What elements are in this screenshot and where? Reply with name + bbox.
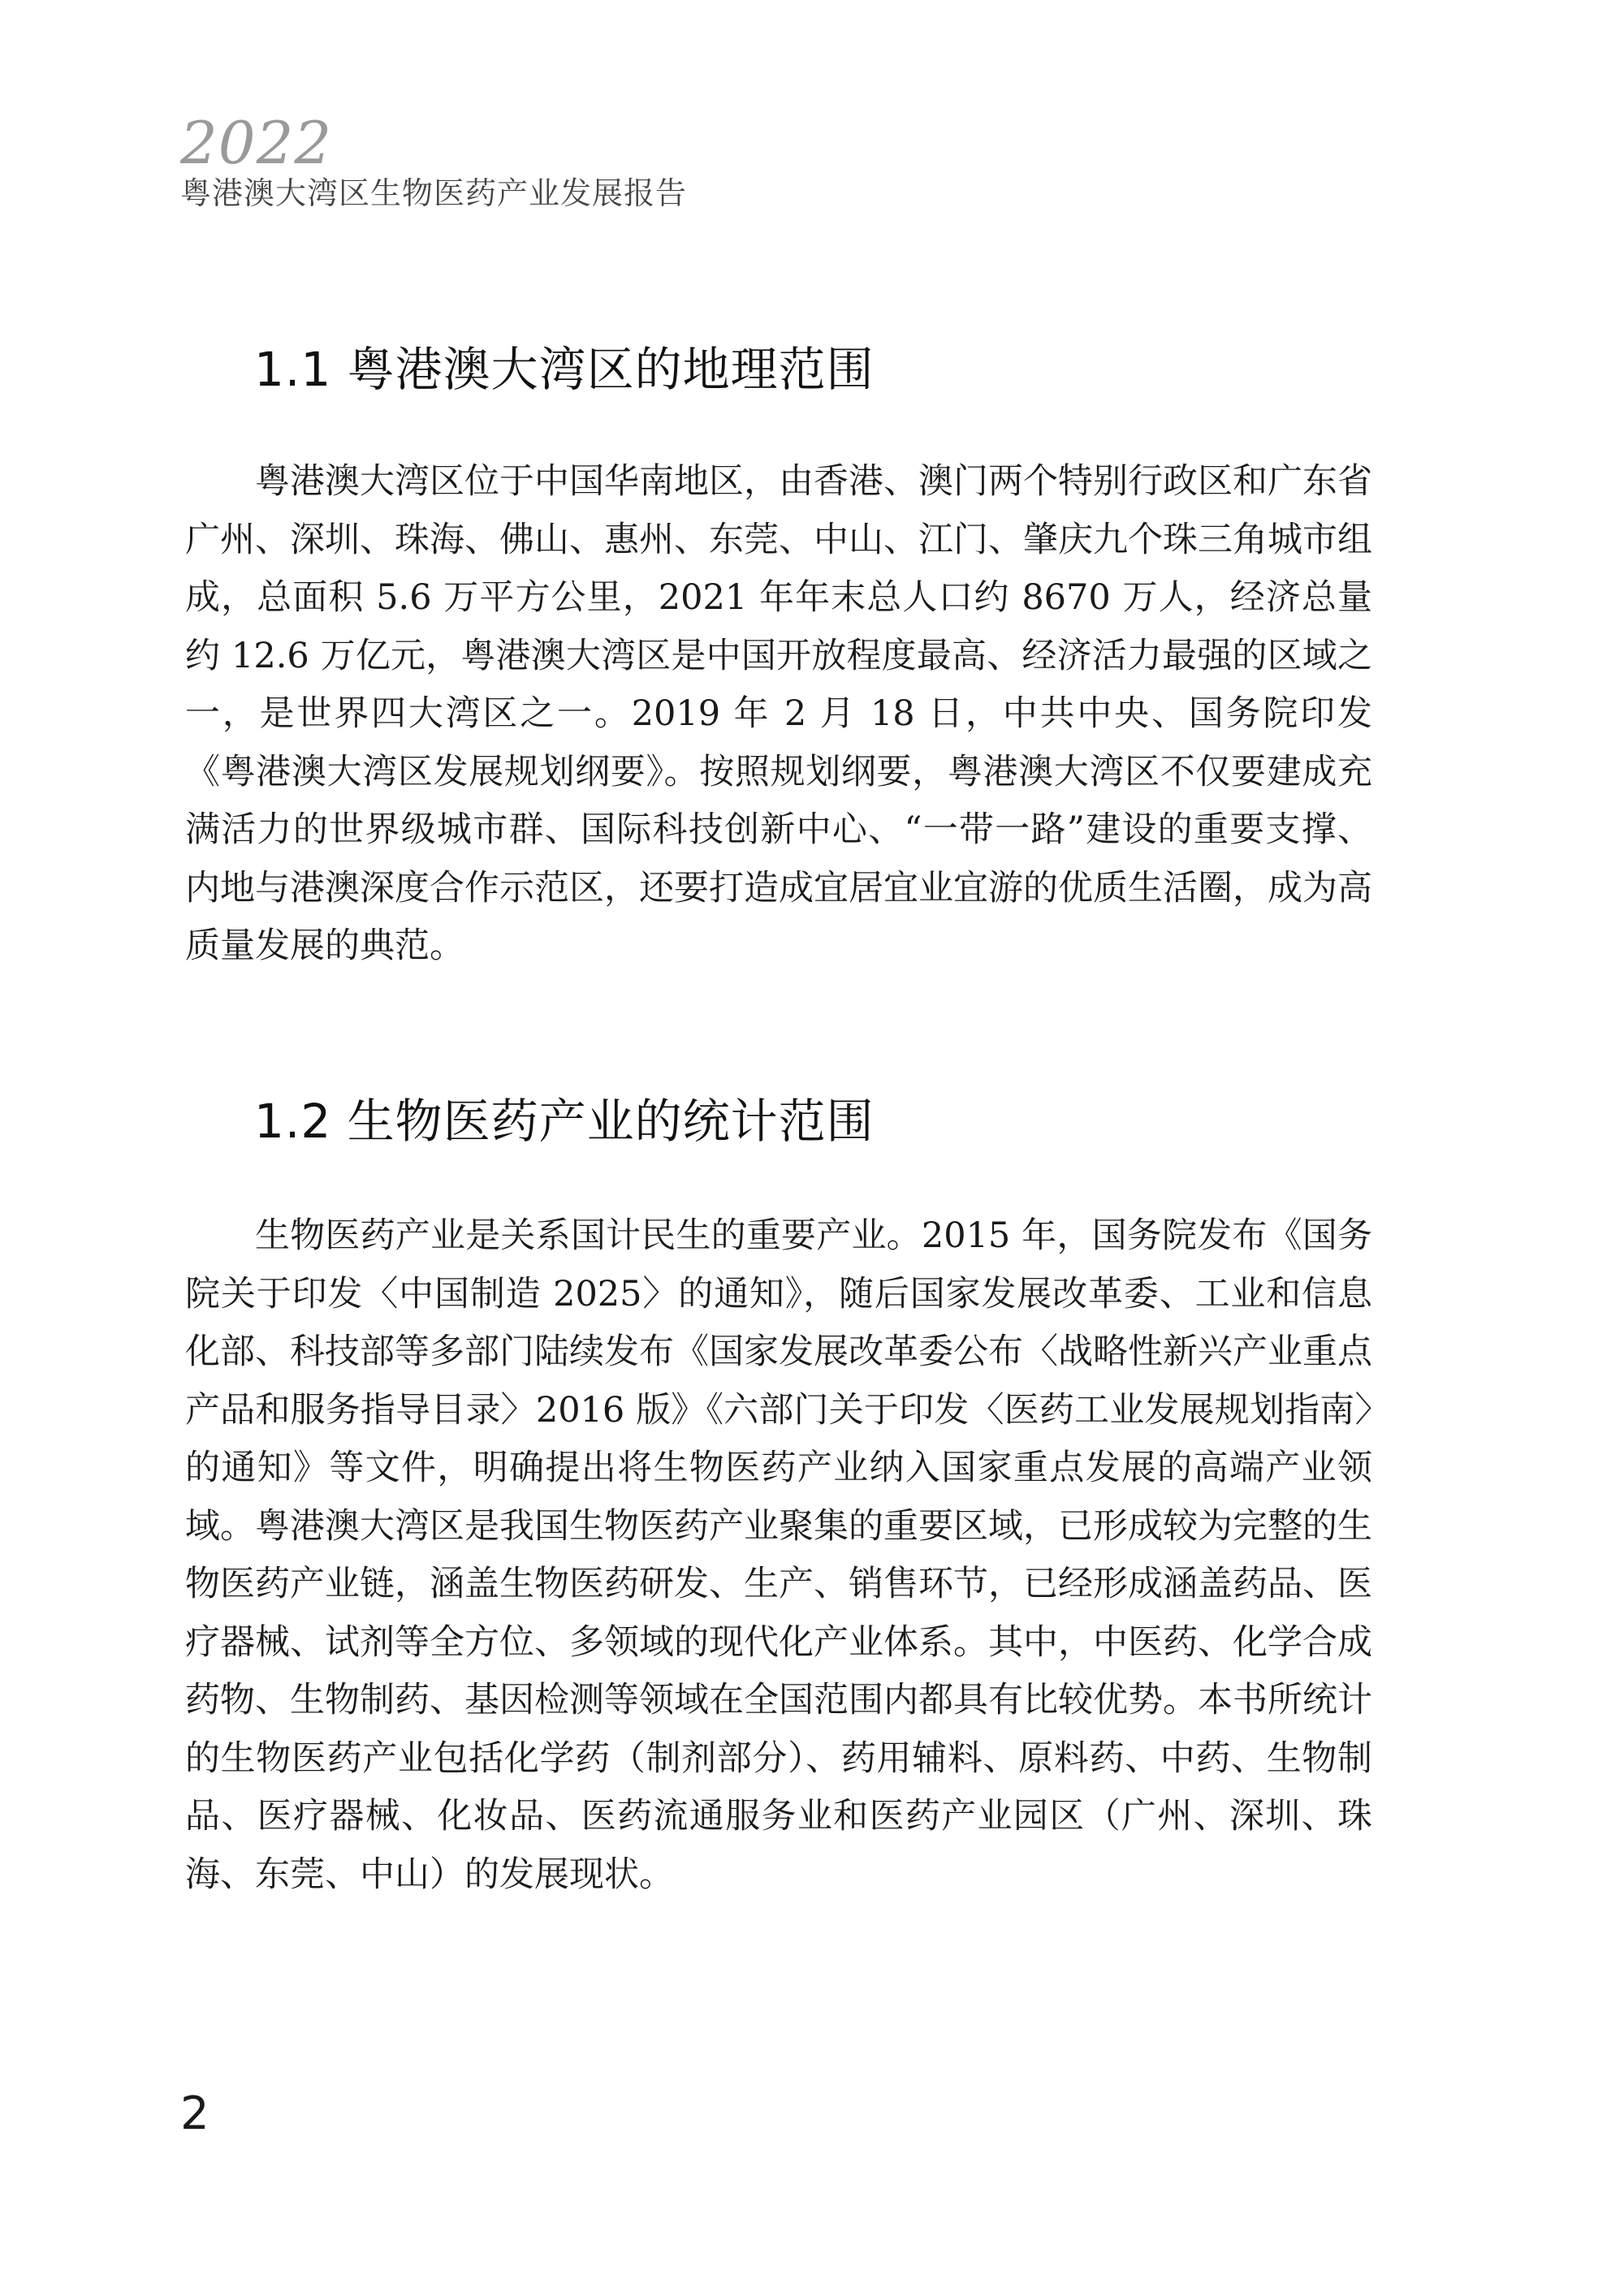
section-paragraph-geographic-scope: 粤港澳大湾区位于中国华南地区，由香港、澳门两个特别行政区和广东省广州、深圳、珠海、佛山、惠州、东莞、中山、江门、肇庆九个珠三角城市组成，总面积 5.6 万平方公里，2021 年年末总人口约 8670 万人，经济总量约 12.6 万亿元，粤港澳大湾区是中国开放程度最高、经济活力最强的区域之一，是世界四大湾区之一。2019 年 2 月 18 日，中共中央、国务院印发《粤港澳大湾区发展规划纲要》。按照规划纲要，粤港澳大湾区不仅要建成充满活力的世界级城市群、国际科技创新中心、“一带一路”建设的重要支撑、内地与港澳深度合作示范区，还要打造成宜居宜业宜游的优质生活圈，成为高质量发展的典范。 <box>185 461 1372 966</box>
page-number: 2 <box>180 2087 209 2140</box>
header-report-title: 粤港澳大湾区生物医药产业发展报告 <box>180 175 688 211</box>
header-year: 2022 <box>180 109 333 177</box>
section-heading-geographic-scope: 1.1 粤港澳大湾区的地理范围 <box>254 342 875 397</box>
running-header <box>180 109 688 211</box>
section-heading-statistical-scope: 1.2 生物医药产业的统计范围 <box>254 1094 875 1149</box>
section-paragraph-statistical-scope: 生物医药产业是关系国计民生的重要产业。2015 年，国务院发布《国务院关于印发〈中国制造 2025〉的通知》，随后国家发展改革委、工业和信息化部、科技部等多部门陆续发布《国家发展改革委公布〈战略性新兴产业重点产品和服务指导目录〉2016 版》《六部门关于印发〈医药工业发展规划指南〉的通知》等文件，明确提出将生物医药产业纳入国家重点发展的高端产业领域。粤港澳大湾区是我国生物医药产业聚集的重要区域，已形成较为完整的生物医药产业链，涵盖生物医药研发、生产、销售环节，已经形成涵盖药品、医疗器械、试剂等全方位、多领域的现代化产业体系。其中，中医药、化学合成药物、生物制药、基因检测等领域在全国范围内都具有比较优势。本书所统计的生物医药产业包括化学药（制剂部分）、药用辅料、原料药、中药、生物制品、医疗器械、化妆品、医药流通服务业和医药产业园区（广州、深圳、珠海、东莞、中山）的发展现状。 <box>185 1215 1372 1895</box>
